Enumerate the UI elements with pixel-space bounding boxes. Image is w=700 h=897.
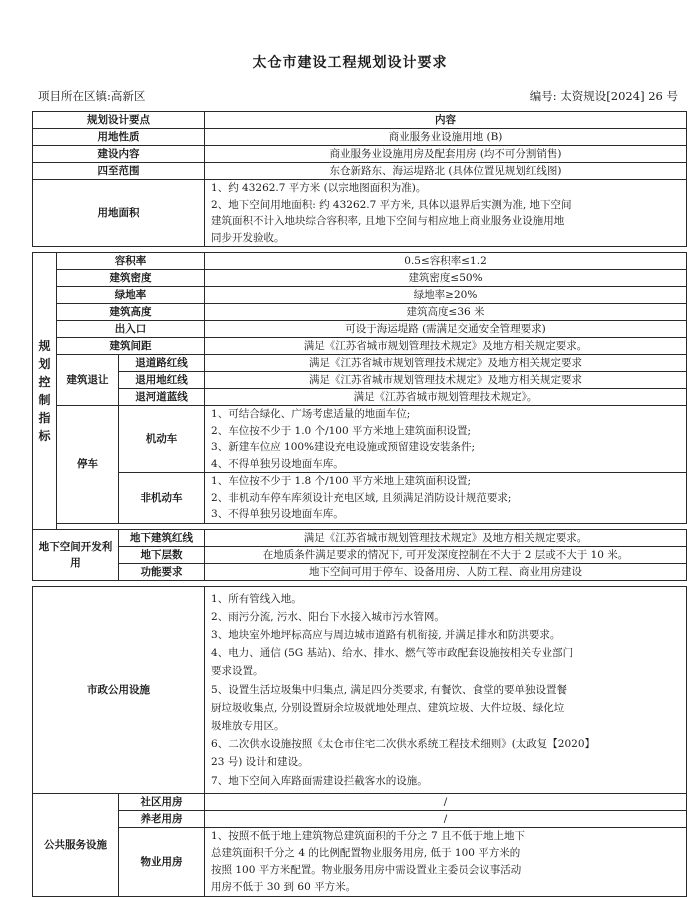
- area-line: 建筑面积不计入地块综合容积率, 且地下空间与相应地上商业服务业设施用地: [211, 215, 565, 227]
- municipal-value: [205, 586, 687, 793]
- underground-floors-value: 在地质条件满足要求的情况下, 可开发深度控制在不大于 2 层或不大于 10 米。: [205, 546, 687, 563]
- density-value: 建筑密度≤50%: [205, 270, 687, 287]
- nonmotor-value: [205, 473, 687, 524]
- river-setback-value: 满足《江苏省城市规划管理技术规定》。: [205, 389, 687, 406]
- project-location: 项目所在区镇:高新区: [38, 89, 146, 103]
- municipal-label: 市政公用设施: [33, 586, 205, 793]
- planning-requirements-table: [32, 111, 687, 897]
- table-row: [33, 270, 687, 287]
- underground-redline-value: 满足《江苏省城市规划管理技术规定》及地方相关规定要求。: [205, 529, 687, 546]
- height-label: 建筑高度: [57, 304, 205, 321]
- motor-line: 2、车位按不少于 1.0 个/100 平方米地上建筑面积设置;: [211, 424, 472, 437]
- area-value: [205, 180, 687, 247]
- entrance-value: 可设于海运堤路 (需满足交通安全管理要求): [205, 321, 687, 338]
- table-row: [33, 473, 687, 524]
- motor-line: 4、不得单独另设地面车库。: [211, 457, 344, 470]
- elderly-value: /: [205, 810, 687, 827]
- nonmotor-label: 非机动车: [119, 473, 205, 524]
- indicators-group-label: [33, 253, 57, 530]
- header-item: 规划设计要点: [33, 112, 205, 129]
- underground-redline-label: 地下建筑红线: [119, 529, 205, 546]
- road-setback-value: 满足《江苏省城市规划管理技术规定》及地方相关规定要求: [205, 355, 687, 372]
- motor-line: 1、可结合绿化、广场考虑适量的地面车位;: [211, 408, 411, 420]
- indicators-group-text: 规划控制指标: [38, 338, 51, 443]
- boundary-label: 四至范围: [33, 163, 205, 180]
- spacing-label: 建筑间距: [57, 338, 205, 355]
- underground-floors-label: 地下层数: [119, 546, 205, 563]
- property-line: 用房不低于 30 到 60 平方米。: [211, 880, 357, 893]
- table-row: [33, 372, 687, 389]
- elderly-label: 养老用房: [119, 810, 205, 827]
- green-label: 绿地率: [57, 287, 205, 304]
- municipal-line: 2、雨污分流, 污水、阳台下水接入城市污水管网。: [211, 610, 445, 623]
- table-row: [33, 146, 687, 163]
- far-value: 0.5≤容积率≤1.2: [205, 253, 687, 270]
- document-title: 太仓市建设工程规划设计要求: [252, 55, 448, 71]
- table-row: [33, 563, 687, 580]
- table-row: [33, 793, 687, 810]
- river-setback-label: 退河道蓝线: [119, 389, 205, 406]
- land-use-value: 商业服务业设施用地 (B): [205, 129, 687, 146]
- road-setback-label: 退道路红线: [119, 355, 205, 372]
- table-row: [33, 355, 687, 372]
- boundary-value: 东仓新路东、海运堤路北 (具体位置见规划红线图): [205, 163, 687, 180]
- municipal-line: 7、地下空间入库路面需建设拦截客水的设施。: [211, 774, 428, 787]
- density-label: 建筑密度: [57, 270, 205, 287]
- table-row: [33, 129, 687, 146]
- municipal-line: 1、所有管线入地。: [211, 592, 302, 605]
- table-row: [33, 287, 687, 304]
- land-setback-value: 满足《江苏省城市规划管理技术规定》及地方相关规定要求: [205, 372, 687, 389]
- nonmotor-line: 1、车位按不少于 1.8 个/100 平方米地上建筑面积设置;: [211, 475, 472, 487]
- table-row: [33, 338, 687, 355]
- nonmotor-line: 3、不得单独另设地面车库。: [211, 508, 344, 520]
- land-use-label: 用地性质: [33, 129, 205, 146]
- table-row: [33, 253, 687, 270]
- table-row: [33, 406, 687, 473]
- area-line: 2、地下空间用地面积: 约 43262.7 平方米, 具体以退界后实测为准, 地下空间: [211, 198, 572, 211]
- municipal-line: 要求设置。: [211, 665, 264, 678]
- construction-value: 商业服务业设施用房及配套用房 (均不可分割销售): [205, 146, 687, 163]
- spacing-value: 满足《江苏省城市规划管理技术规定》及地方相关规定要求。: [205, 338, 687, 355]
- table-row: [33, 529, 687, 546]
- underground-label: 地下空间开发利用: [33, 529, 119, 580]
- table-row: [33, 810, 687, 827]
- community-label: 社区用房: [119, 793, 205, 810]
- property-line: 总建筑面积千分之 4 的比例配置物业服务用房, 低于 100 平方米的: [211, 846, 521, 859]
- table-row: [33, 389, 687, 406]
- community-value: /: [205, 793, 687, 810]
- municipal-line: 5、设置生活垃圾集中归集点, 满足四分类要求, 有餐饮、食堂的要单独设置餐: [211, 683, 568, 696]
- document-number: 编号: 太资规设[2024] 26 号: [529, 89, 678, 103]
- property-label: 物业用房: [119, 827, 205, 896]
- municipal-line: 23 号) 设计和建设。: [211, 756, 309, 769]
- public-label: 公共服务设施: [33, 793, 119, 896]
- table-row: [33, 304, 687, 321]
- table-row: [33, 163, 687, 180]
- municipal-line: 4、电力、通信 (5G 基站)、给水、排水、燃气等市政配套设施按相关专业部门: [211, 647, 574, 660]
- land-setback-label: 退用地红线: [119, 372, 205, 389]
- motor-value: [205, 406, 687, 473]
- underground-function-value: 地下空间可用于停车、设备用房、人防工程、商业用房建设: [205, 563, 687, 580]
- motor-label: 机动车: [119, 406, 205, 473]
- area-line: 同步开发验收。: [211, 231, 285, 244]
- far-label: 容积率: [57, 253, 205, 270]
- table-row: [33, 586, 687, 793]
- table-row: [33, 546, 687, 563]
- municipal-line: 3、地块室外地坪标高应与周边城市道路有机衔接, 并满足排水和防洪要求。: [211, 628, 561, 641]
- property-line: 按照 100 平方米配置。物业服务用房中需设置业主委员会议事活动: [211, 863, 522, 876]
- motor-line: 3、新建车位应 100%建设充电设施或预留建设安装条件;: [211, 441, 476, 453]
- area-label: 用地面积: [33, 180, 205, 247]
- height-value: 建筑高度≤36 米: [205, 304, 687, 321]
- table-header-row: [33, 112, 687, 129]
- construction-label: 建设内容: [33, 146, 205, 163]
- parking-label: 停车: [57, 406, 119, 524]
- underground-function-label: 功能要求: [119, 563, 205, 580]
- municipal-line: 圾堆放专用区。: [211, 719, 285, 732]
- municipal-line: 6、二次供水设施按照《太仓市住宅二次供水系统工程技术细则》(太政复【2020】: [211, 738, 596, 751]
- setback-label: 建筑退让: [57, 355, 119, 406]
- header-content: 内容: [205, 112, 687, 129]
- nonmotor-line: 2、非机动车停车库须设计充电区域, 且须满足消防设计规范要求;: [211, 491, 512, 504]
- table-row: [33, 321, 687, 338]
- property-line: 1、按照不低于地上建筑物总建筑面积的千分之 7 且不低于地上地下: [211, 829, 526, 842]
- table-row: [33, 180, 687, 247]
- municipal-line: 厨垃圾收集点, 分别设置厨余垃圾就地处理点、建筑垃圾、大件垃圾、绿化垃: [211, 701, 565, 714]
- area-line: 1、约 43262.7 平方米 (以宗地图面积为准)。: [211, 182, 427, 194]
- entrance-label: 出入口: [57, 321, 205, 338]
- green-value: 绿地率≥20%: [205, 287, 687, 304]
